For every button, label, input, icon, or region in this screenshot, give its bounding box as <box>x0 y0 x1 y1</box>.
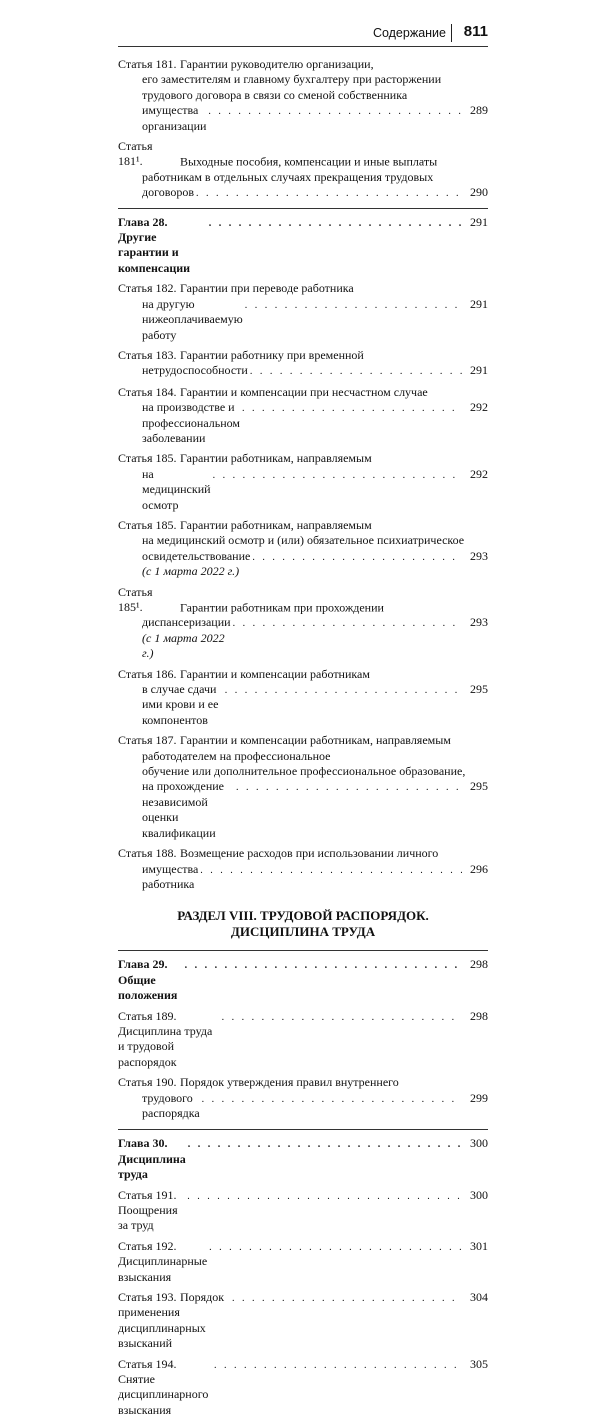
entry-last-line <box>118 779 488 841</box>
entry-first-line <box>118 139 488 170</box>
toc-entry <box>118 1357 488 1419</box>
entry-last-text: Порядок применения дисциплинарных взысканий <box>118 1290 225 1351</box>
header-separator <box>451 24 452 42</box>
entry-last-text: диспансеризации <box>142 615 231 630</box>
chapter-28 <box>118 215 488 277</box>
page-ref: 291 <box>470 363 488 378</box>
entry-first-line <box>118 281 488 296</box>
entry-last-line <box>118 615 488 661</box>
article-number: Статья 181. <box>118 57 177 71</box>
toc-entry <box>118 518 488 580</box>
chapter-29-entries <box>118 1009 488 1122</box>
entry-continuation: работодателем на профессиональное <box>142 748 331 763</box>
chapter-29 <box>118 957 488 1003</box>
entry-last-line <box>118 862 488 893</box>
entry-continuation: обучение или дополнительное профессиональное образование, <box>142 764 466 779</box>
leader-dots <box>214 1358 462 1373</box>
entry-last-line <box>118 549 488 580</box>
leader-dots <box>232 1291 462 1306</box>
page-ref: 301 <box>470 1238 488 1253</box>
chapter-title: Глава 28. Другие гарантии и компенсации <box>118 214 191 275</box>
toc-entry <box>118 57 488 134</box>
entry-last-line <box>118 682 488 728</box>
entry-last-text: нетрудоспособности <box>142 363 248 378</box>
page-ref: 305 <box>470 1356 488 1371</box>
entry-last-line <box>118 1239 488 1285</box>
article-title: Гарантии при переводе работника <box>180 281 354 296</box>
divider <box>118 1129 488 1130</box>
page-ref: 291 <box>470 296 488 311</box>
entry-first-line <box>118 846 488 861</box>
page-ref: 296 <box>470 861 488 876</box>
article-title: Гарантии руководителю организации, <box>180 57 374 71</box>
page-ref: 298 <box>470 957 488 972</box>
entry-last-text: на производстве и профессиональном заболевании <box>142 400 240 445</box>
leader-dots <box>202 1092 462 1107</box>
divider <box>118 950 488 951</box>
article-number: Статья 192. <box>118 1238 177 1253</box>
article-title: Возмещение расходов при использовании личного <box>180 846 439 861</box>
entry-first-line <box>118 667 488 682</box>
entry-text <box>142 682 223 728</box>
entry-text <box>142 615 231 661</box>
entry-last-text: договоров <box>142 185 194 200</box>
page-ref: 293 <box>470 548 488 563</box>
entry-last-text: трудового распорядка <box>142 1090 200 1120</box>
entry-last-text: на другую нижеоплачиваемую работу <box>142 296 243 342</box>
entry-last-text: Снятие дисциплинарного взыскания <box>118 1372 209 1417</box>
leader-dots <box>233 616 462 631</box>
leader-dots <box>200 863 462 878</box>
page-ref: 300 <box>470 1136 488 1151</box>
entry-last-text: Дисциплина труда и трудовой распорядок <box>118 1023 213 1069</box>
page-ref: 300 <box>470 1187 488 1202</box>
entry-last-text: на медицинский осмотр <box>142 466 211 512</box>
page-ref: 291 <box>470 214 488 229</box>
entry-first-line <box>118 518 488 533</box>
entry-last-line <box>118 1009 488 1071</box>
page-ref: 293 <box>470 615 488 630</box>
leader-dots <box>208 104 462 119</box>
leader-dots <box>250 364 462 379</box>
section-title-line-2: ДИСЦИПЛИНА ТРУДА <box>230 924 376 940</box>
leader-dots <box>225 683 462 698</box>
article-number: Статья 181¹. <box>118 139 153 169</box>
page-ref: 289 <box>470 103 488 118</box>
page-ref: 292 <box>470 466 488 481</box>
toc-entry <box>118 585 488 662</box>
toc-entry <box>118 1290 488 1352</box>
entry-last-text: имущества организации <box>142 103 207 133</box>
entry-last-text: имущества работника <box>142 861 199 891</box>
toc-entry <box>118 451 488 513</box>
page-header <box>118 22 488 47</box>
page-ref: 292 <box>470 400 488 415</box>
entry-last-line <box>118 185 488 201</box>
leader-dots <box>236 780 462 795</box>
entry-first-line <box>118 348 488 363</box>
entry-text <box>118 1290 230 1352</box>
entry-last-line <box>118 1357 488 1419</box>
article-number: Статья 185. <box>118 451 177 466</box>
article-number: Статья 185. <box>118 517 177 532</box>
effective-date: (с 1 марта 2022 г.) <box>142 564 240 579</box>
leader-dots <box>222 1010 462 1025</box>
article-number: Статья 187. <box>118 733 177 748</box>
article-title: Гарантии и компенсации при несчастном случае <box>180 384 428 399</box>
toc-entry <box>118 139 488 202</box>
chapter-28-entries <box>118 281 488 892</box>
article-number: Статья 188. <box>118 846 177 861</box>
leader-dots <box>185 958 462 973</box>
article-title: Гарантии работникам, направляемым <box>180 517 372 532</box>
entry-continuation: трудового договора в связи со сменой собственника <box>142 87 408 102</box>
entry-text <box>118 1009 220 1071</box>
entry-first-line <box>118 451 488 466</box>
article-title: Гарантии работникам, направляемым <box>180 451 372 466</box>
entry-text <box>142 467 211 513</box>
entry-text <box>142 363 248 378</box>
leader-dots <box>209 1240 462 1255</box>
entry-last-text: в случае сдачи ими крови и ее компонентов <box>142 682 219 727</box>
entry-text <box>142 862 198 893</box>
entry-last-text: освидетельствование <box>142 548 251 563</box>
article-number: Статья 191. <box>118 1187 177 1202</box>
article-title: Выходные пособия, компенсации и иные выплаты <box>180 154 438 169</box>
entry-last-line <box>118 297 488 343</box>
entry-last-line <box>118 363 488 379</box>
toc-entry <box>118 1009 488 1071</box>
entry-first-line <box>118 585 488 616</box>
chapter-title: Глава 30. Дисциплина труда <box>118 1136 186 1182</box>
header-title: Содержание <box>372 26 446 40</box>
entry-text <box>142 103 206 134</box>
toc-entry <box>118 1239 488 1285</box>
entry-last-text: Поощрения за труд <box>118 1203 178 1233</box>
effective-date: (с 1 марта 2022 г.) <box>142 630 225 661</box>
article-number: Статья 186. <box>118 666 177 681</box>
entry-continuation: на медицинский осмотр и (или) обязательное психиатрическое <box>142 533 465 548</box>
entry-text <box>118 1239 207 1285</box>
leader-dots <box>188 1137 462 1152</box>
entry-last-line <box>118 1091 488 1122</box>
leader-dots <box>245 298 462 313</box>
article-number: Статья 193. <box>118 1290 177 1305</box>
leader-dots <box>196 186 462 201</box>
entry-continuation: работникам в отдельных случаях прекращения трудовых <box>142 169 434 184</box>
entry-first-line <box>118 1075 488 1090</box>
article-number: Статья 190. <box>118 1075 177 1090</box>
toc-entry <box>118 1188 488 1234</box>
toc-entry <box>118 1075 488 1121</box>
article-title: Порядок утверждения правил внутреннего <box>180 1075 399 1090</box>
entry-last-text: Дисциплинарные взыскания <box>118 1254 208 1284</box>
article-number: Статья 182. <box>118 281 177 296</box>
article-number: Статья 189. <box>118 1008 177 1023</box>
toc-entry <box>118 846 488 892</box>
entry-last-line <box>118 400 488 446</box>
page-ref: 299 <box>470 1090 488 1105</box>
entry-last-line <box>118 467 488 513</box>
toc-entry <box>118 348 488 380</box>
chapter-title: Глава 29. Общие положения <box>118 957 178 1003</box>
entry-text <box>118 1357 212 1419</box>
header-page-number: 811 <box>463 23 488 40</box>
toc-entry <box>118 733 488 841</box>
section-heading <box>118 908 488 940</box>
entry-last-line <box>118 1188 488 1234</box>
entry-text <box>142 297 243 343</box>
article-title: Гарантии и компенсации работникам <box>180 666 370 681</box>
entry-text <box>142 1091 200 1122</box>
leader-dots <box>187 1189 462 1204</box>
leader-dots <box>213 468 462 483</box>
divider <box>118 208 488 209</box>
article-title: Гарантии и компенсации работникам, направляемым <box>180 733 451 748</box>
toc-content <box>118 57 488 1423</box>
entry-text <box>118 1188 185 1234</box>
article-number: Статья 185¹. <box>118 584 153 614</box>
leader-dots <box>209 216 462 231</box>
article-number: Статья 194. <box>118 1356 177 1371</box>
leader-dots <box>252 550 462 565</box>
entry-continuation: его заместителям и главному бухгалтеру при расторжении <box>142 72 442 87</box>
entry-first-line <box>118 733 488 748</box>
entry-last-line <box>118 1290 488 1352</box>
entry-text <box>142 400 240 446</box>
page-ref: 295 <box>470 779 488 794</box>
entry-text <box>142 185 194 200</box>
entry-last-line <box>118 103 488 134</box>
article-title: Гарантии работникам при прохождении <box>180 600 384 614</box>
article-number: Статья 184. <box>118 384 177 399</box>
toc-entry <box>118 281 488 343</box>
toc-entry <box>118 385 488 447</box>
article-number: Статья 183. <box>118 347 177 362</box>
top-entries <box>118 57 488 202</box>
page-ref: 290 <box>470 185 488 200</box>
leader-dots <box>242 401 462 416</box>
entry-last-text: на прохождение независимой оценки квалификации <box>142 779 225 840</box>
article-title: Гарантии работнику при временной <box>180 347 364 362</box>
entry-first-line <box>118 385 488 400</box>
toc-entry <box>118 667 488 729</box>
page-ref: 295 <box>470 682 488 697</box>
entry-text <box>142 549 250 580</box>
page-ref: 298 <box>470 1008 488 1023</box>
chapter-30-entries <box>118 1188 488 1419</box>
entry-text <box>142 779 234 841</box>
chapter-30 <box>118 1136 488 1182</box>
page-ref: 304 <box>470 1290 488 1305</box>
entry-first-line <box>118 57 488 72</box>
section-title-line-1: РАЗДЕЛ VIII. ТРУДОВОЙ РАСПОРЯДОК. <box>177 908 429 924</box>
